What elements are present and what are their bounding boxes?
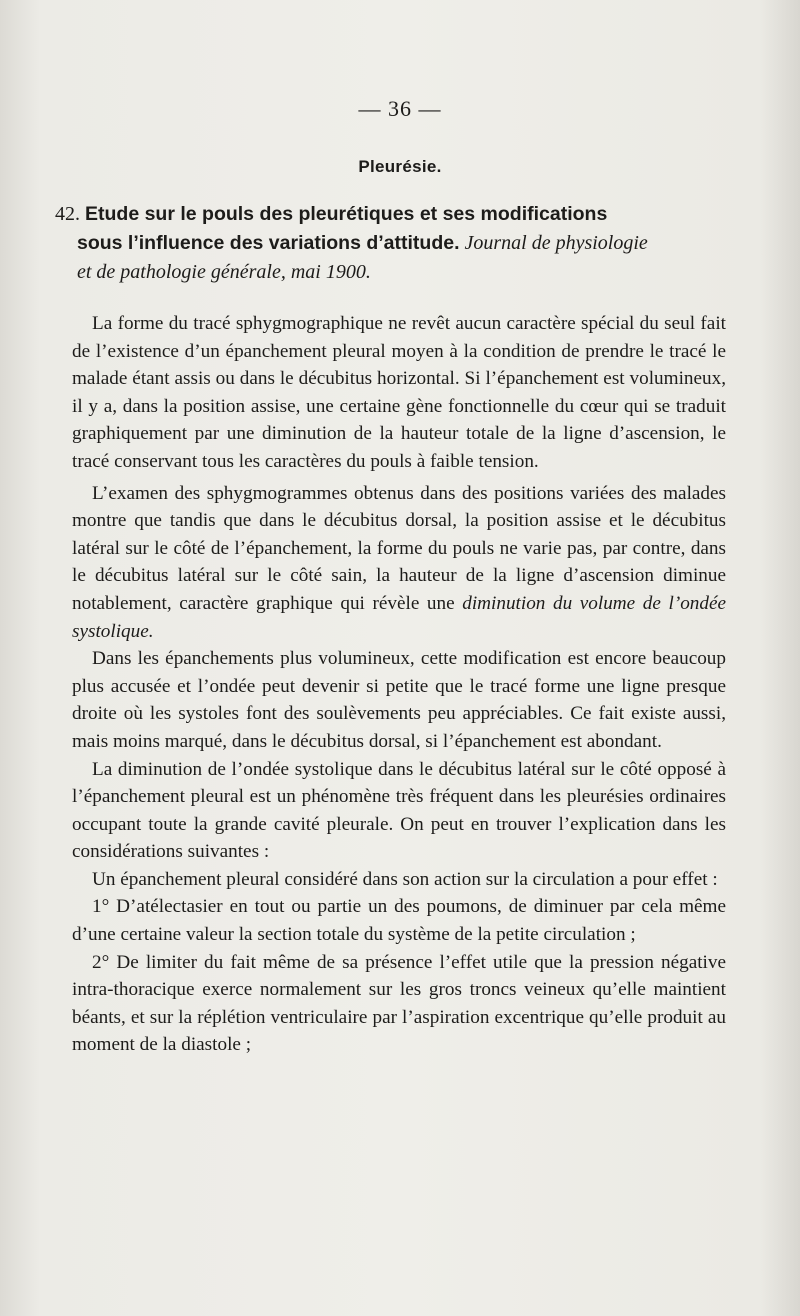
page-number: — 36 —	[358, 96, 442, 121]
paragraph-2-text: L’examen des sphygmogrammes obtenus dans des positions variées des malades montre que tandis que dans le décubitus dorsal, la position assise et le décubitus latéral sur le côté de l’épanchement, la forme du pouls ne varie pas, par contre, dans le décubitus latéral sur le côté sain, la hauteur de la ligne d’ascension diminue notablement, caractère graphique qui révèle une	[72, 482, 726, 614]
body-text	[72, 310, 726, 1059]
paragraph-3: Dans les épanchements plus volumineux, cette modification est encore beaucoup plus accusée et l’ondée peut devenir si petite que le tracé forme une ligne presque droite où les systoles font des soulèvements peu appréciables. Ce fait existe aussi, mais moins marqué, dans le décubitus dorsal, si l’épanchement est abondant.	[72, 648, 726, 752]
entry-journal-line-2: et de pathologie générale, mai 1900.	[77, 261, 371, 283]
entry-title-part-2: sous l’influence des variations d’attitude.	[77, 232, 460, 254]
section-title: Pleurésie.	[358, 157, 442, 176]
entry-title-line-2	[55, 229, 735, 258]
bibliography-entry	[55, 200, 735, 287]
paragraph-1: La forme du tracé sphygmographique ne revêt aucun caractère spécial du seul fait de l’existence d’un épanchement pleural moyen à la condition de prendre le tracé le malade étant assis ou dans le décubitus horizontal. Si l’épanchement est volumineux, il y a, dans la position assise, une certaine gène fonctionnelle du cœur qui se traduit graphiquement par une diminution de la hauteur totale de la ligne d’ascension, le tracé conservant tous les caractères du pouls à faible tension.	[72, 313, 726, 472]
paragraph-5: Un épanchement pleural considéré dans son action sur la circulation a pour effet :	[92, 868, 718, 890]
paragraph-2-italic: diminution du volume de l’ondée systolique.	[72, 592, 727, 642]
paragraph-6: 1° D’atélectasier en tout ou partie un des poumons, de diminuer par cela même d’une certaine valeur la section totale du système de la petite circulation ;	[72, 896, 726, 946]
paragraph-4: La diminution de l’ondée systolique dans le décubitus latéral sur le côté opposé à l’épanchement pleural est un phénomène très fréquent dans les pleurésies ordinaires occupant toute la grande cavité pleurale. On peut en trouver l’explication dans les considérations suivantes :	[72, 758, 726, 863]
entry-title-part-1: Etude sur le pouls des pleurétiques et ses modifications	[85, 203, 608, 225]
entry-title-line-1	[55, 200, 735, 229]
paragraph-2	[72, 480, 726, 646]
entry-journal: Journal de physiologie	[464, 232, 648, 254]
entry-number: 42.	[55, 203, 80, 225]
paragraph-7: 2° De limiter du fait même de sa présence l’effet utile que la pression négative intra-thoracique exerce normalement sur les gros troncs veineux qu’elle maintient béants, et sur la réplétion ventriculaire par l’aspiration excentrique qu’elle produit au moment de la diastole ;	[72, 951, 726, 1056]
